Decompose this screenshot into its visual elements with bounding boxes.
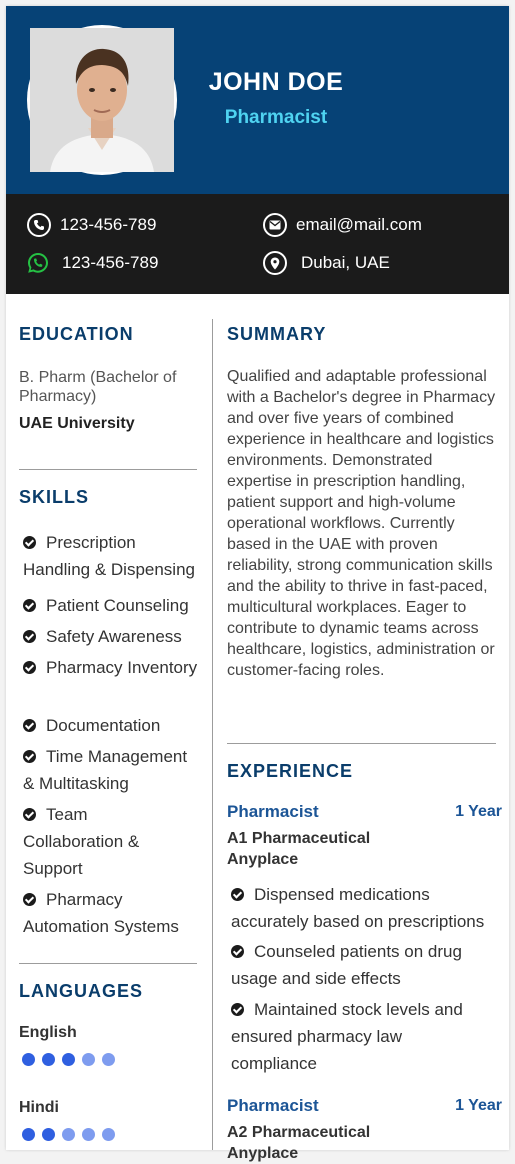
level-dot-empty [102,1128,115,1141]
candidate-role: Pharmacist [224,107,328,128]
job-bullet: Maintained stock levels and ensured pharmacy law compliance [231,1000,463,1073]
email-address[interactable]: email@mail.com [296,215,422,234]
summary-text: Qualified and adaptable professional with a Bachelor's degree in Pharmacy and over five years of combined experience in healthcare and logistics environments. Demonstrated expertise in prescription handling, patient support and high-volume operational workflows. Currently based in the UAE with proven reliability, strong communication skills and the ability to thrive in fast-paced, multicultural workplaces. Eager to contribute to dynamic teams across healthcare, logistics, administration or customer-facing roles. [227,368,496,679]
avatar [27,25,177,175]
profile-photo [30,28,174,172]
skill-item: Safety Awareness [23,623,203,650]
column-divider [212,319,213,1150]
level-dot-filled [22,1053,35,1066]
language-level-dots [22,1053,115,1066]
languages-title: LANGUAGES [19,981,144,1001]
check-circle-icon [23,750,36,763]
whatsapp-number[interactable]: 123-456-789 [62,253,159,272]
level-dot-empty [62,1128,75,1141]
job-company: A1 Pharmaceutical Anyplace [227,830,371,868]
location-text: Dubai, UAE [301,253,390,272]
resume-page [6,6,509,1162]
skill-item: Time Management & Multitasking [23,747,188,793]
whatsapp-icon [26,251,50,275]
check-circle-icon [231,888,244,901]
phone-number[interactable]: 123-456-789 [60,215,157,234]
email-icon [263,213,287,237]
level-dot-empty [82,1128,95,1141]
resume-header [6,6,509,194]
check-circle-icon [23,893,36,906]
job-duration: 1 Year [455,803,502,820]
summary-title: SUMMARY [227,324,327,344]
level-dot-empty [102,1053,115,1066]
skills-title: SKILLS [19,487,90,507]
language-name: English [19,1024,77,1041]
job-bullet: Counseled patients on drug usage and side effects [231,942,462,988]
contact-whatsapp [26,251,158,275]
check-circle-icon [23,536,36,549]
experience-title: EXPERIENCE [227,761,354,781]
contact-location [263,251,390,275]
job-duration: 1 Year [455,1097,502,1114]
section-divider [19,963,197,964]
level-dot-filled [22,1128,35,1141]
level-dot-filled [42,1128,55,1141]
education-degree: B. Pharm (Bachelor of Pharmacy) [19,369,177,405]
check-circle-icon [23,661,36,674]
job-title: Pharmacist [227,1096,319,1115]
level-dot-filled [62,1053,75,1066]
check-circle-icon [23,719,36,732]
skill-item: Patient Counseling [23,592,203,619]
check-circle-icon [23,808,36,821]
job-company: A2 Pharmaceutical Anyplace [227,1124,371,1162]
contact-email [263,213,422,237]
job-title: Pharmacist [227,802,319,821]
education-title: EDUCATION [19,324,134,344]
skill-item: Pharmacy Automation Systems [23,890,179,936]
phone-icon [27,213,51,237]
contact-bar [6,194,509,294]
check-circle-icon [231,945,244,958]
check-circle-icon [23,630,36,643]
section-divider [227,743,496,744]
section-divider [19,469,197,470]
location-icon [263,251,287,275]
contact-phone [27,213,156,237]
skill-item: Documentation [23,712,203,739]
skill-item: Prescription Handling & Dispensing [23,533,195,579]
language-level-dots [22,1128,115,1141]
check-circle-icon [231,1003,244,1016]
language-name: Hindi [19,1099,59,1116]
check-circle-icon [23,599,36,612]
person-portrait-icon [30,28,174,172]
candidate-name: JOHN DOE [208,68,344,96]
level-dot-filled [42,1053,55,1066]
level-dot-empty [82,1053,95,1066]
skill-item: Team Collaboration & Support [23,805,140,878]
job-bullet: Dispensed medications accurately based on prescriptions [231,885,485,931]
education-university: UAE University [19,415,135,432]
skill-item: Pharmacy Inventory [23,654,203,681]
